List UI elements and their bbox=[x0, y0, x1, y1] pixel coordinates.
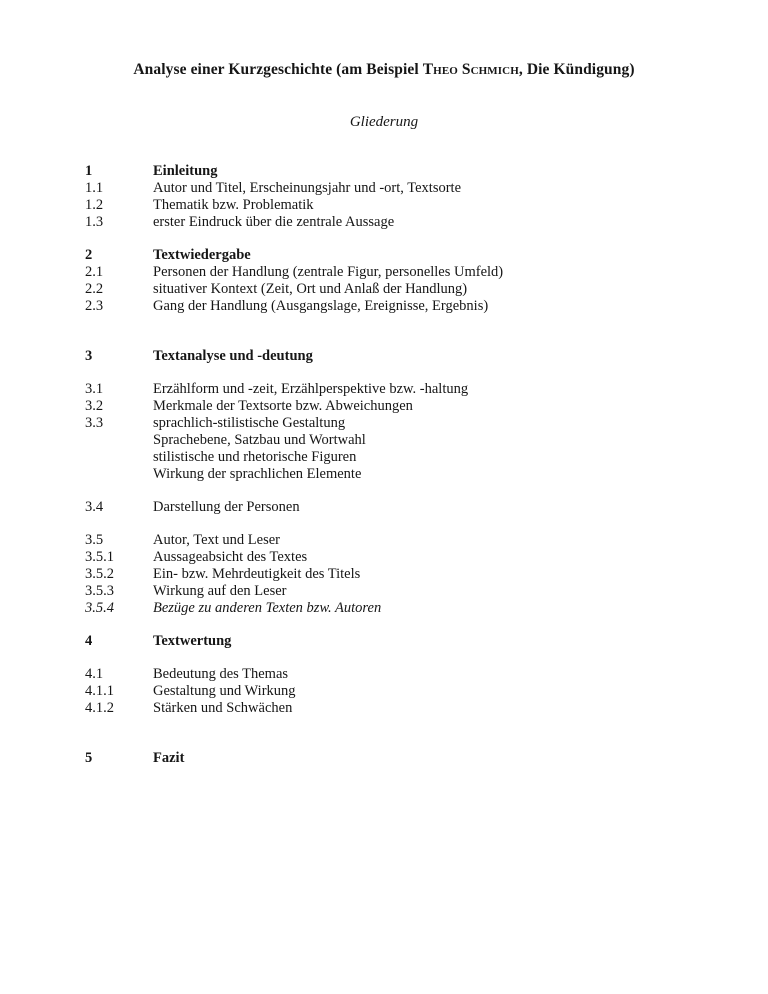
outline-number: 3.5 bbox=[85, 532, 104, 548]
outline-number: 3.2 bbox=[85, 398, 104, 414]
outline-row-3-5-1 bbox=[85, 549, 768, 566]
outline-row-sprachebene bbox=[85, 432, 768, 449]
outline-text: Autor, Text und Leser bbox=[153, 532, 280, 548]
outline-row-3-2 bbox=[85, 398, 768, 415]
outline-number: 5 bbox=[85, 750, 93, 766]
outline-row-2 bbox=[85, 247, 768, 264]
outline-number: 4.1.1 bbox=[85, 683, 114, 699]
outline-text: Personen der Handlung (zentrale Figur, personelles Umfeld) bbox=[153, 264, 504, 280]
outline-number bbox=[85, 466, 153, 483]
outline-text: Bezüge zu anderen Texten bzw. Autoren bbox=[153, 600, 382, 616]
outline-text: Wirkung der sprachlichen Elemente bbox=[153, 466, 362, 482]
outline-text: stilistische und rhetorische Figuren bbox=[153, 449, 357, 465]
title-author-name: Theo Schmich bbox=[422, 61, 519, 78]
outline-number: 3.5.2 bbox=[85, 566, 114, 582]
outline-number bbox=[85, 449, 153, 466]
outline-row-3-5-3 bbox=[85, 583, 768, 600]
outline-number: 3.3 bbox=[85, 415, 104, 431]
outline-text: Ein- bzw. Mehrdeutigkeit des Titels bbox=[153, 566, 361, 582]
outline-text: Gang der Handlung (Ausgangslage, Ereignisse, Ergebnis) bbox=[153, 298, 489, 314]
outline-row-stilistische-figuren bbox=[85, 449, 768, 466]
outline-row-4-1-2 bbox=[85, 700, 768, 717]
outline-text: Textanalyse und -deutung bbox=[153, 348, 313, 364]
outline-row-1-2 bbox=[85, 197, 768, 214]
outline-row-3 bbox=[85, 348, 768, 365]
outline-text: Autor und Titel, Erscheinungsjahr und -ort, Textsorte bbox=[153, 180, 462, 196]
title-part1: Analyse einer Kurzgeschichte (am Beispiel bbox=[133, 61, 423, 78]
outline-number: 4 bbox=[85, 633, 93, 649]
outline-row-4-1-1 bbox=[85, 683, 768, 700]
outline-number bbox=[85, 432, 153, 449]
title-part2: , Die Kündigung) bbox=[518, 61, 635, 78]
outline-text: Erzählform und -zeit, Erzählperspektive bzw. -haltung bbox=[153, 381, 469, 397]
outline-text: Textwiedergabe bbox=[153, 247, 251, 263]
outline-number: 1.2 bbox=[85, 197, 104, 213]
outline-number: 2.2 bbox=[85, 281, 104, 297]
outline-list bbox=[85, 163, 768, 767]
outline-row-2-3 bbox=[85, 298, 768, 315]
outline-text: Stärken und Schwächen bbox=[153, 700, 293, 716]
outline-number: 4.1 bbox=[85, 666, 104, 682]
document-title bbox=[85, 0, 683, 79]
outline-row-2-1 bbox=[85, 264, 768, 281]
outline-number: 1.1 bbox=[85, 180, 104, 196]
outline-row-wirkung-elemente bbox=[85, 466, 768, 483]
outline-text: Fazit bbox=[153, 750, 185, 766]
outline-number: 2.3 bbox=[85, 298, 104, 314]
outline-text: Gestaltung und Wirkung bbox=[153, 683, 296, 699]
document-subtitle: Gliederung bbox=[349, 114, 419, 130]
outline-number: 3.5.4 bbox=[85, 600, 114, 616]
outline-text: Textwertung bbox=[153, 633, 232, 649]
outline-row-4 bbox=[85, 633, 768, 650]
outline-text: situativer Kontext (Zeit, Ort und Anlaß der Handlung) bbox=[153, 281, 468, 297]
outline-number: 2.1 bbox=[85, 264, 104, 280]
outline-text: Merkmale der Textsorte bzw. Abweichungen bbox=[153, 398, 413, 414]
outline-row-3-5-2 bbox=[85, 566, 768, 583]
outline-row-3-5-4 bbox=[85, 600, 768, 617]
outline-number: 2 bbox=[85, 247, 93, 263]
outline-number: 3.1 bbox=[85, 381, 104, 397]
outline-text: Darstellung der Personen bbox=[153, 499, 300, 515]
outline-text: Wirkung auf den Leser bbox=[153, 583, 287, 599]
outline-row-4-1 bbox=[85, 666, 768, 683]
outline-number: 3.5.1 bbox=[85, 549, 114, 565]
outline-row-3-1 bbox=[85, 381, 768, 398]
outline-row-1-1 bbox=[85, 180, 768, 197]
outline-row-3-3 bbox=[85, 415, 768, 432]
outline-number: 1.3 bbox=[85, 214, 104, 230]
outline-number: 3 bbox=[85, 348, 93, 364]
outline-row-1 bbox=[85, 163, 768, 180]
outline-row-3-5 bbox=[85, 532, 768, 549]
outline-number: 4.1.2 bbox=[85, 700, 114, 716]
outline-text: sprachlich-stilistische Gestaltung bbox=[153, 415, 346, 431]
outline-row-5 bbox=[85, 750, 768, 767]
outline-text: Thematik bzw. Problematik bbox=[153, 197, 314, 213]
outline-number: 3.5.3 bbox=[85, 583, 114, 599]
outline-text: Bedeutung des Themas bbox=[153, 666, 289, 682]
outline-text: Sprachebene, Satzbau und Wortwahl bbox=[153, 432, 366, 448]
outline-row-1-3 bbox=[85, 214, 768, 231]
outline-text: erster Eindruck über die zentrale Aussage bbox=[153, 214, 395, 230]
outline-text: Einleitung bbox=[153, 163, 218, 179]
outline-number: 3.4 bbox=[85, 499, 104, 515]
outline-row-3-4 bbox=[85, 499, 768, 516]
outline-text: Aussageabsicht des Textes bbox=[153, 549, 308, 565]
outline-number: 1 bbox=[85, 163, 93, 179]
outline-row-2-2 bbox=[85, 281, 768, 298]
